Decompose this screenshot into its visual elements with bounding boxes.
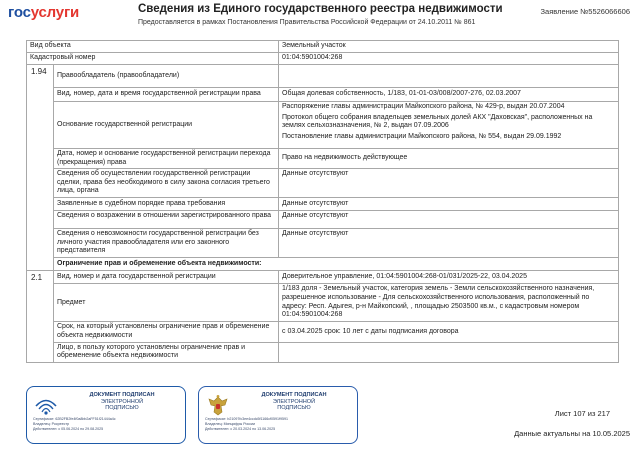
table-row: [27, 322, 619, 342]
term-label: Срок, на который установлены ограничение прав и обременение объекта недвижимости: [54, 322, 279, 342]
rosreestr-emblem-icon: [33, 393, 59, 417]
stamp-line: ЭЛЕКТРОННОЙ: [272, 398, 316, 405]
table-row: [27, 53, 619, 65]
table-row: [27, 102, 619, 149]
signature-stamp-mincifry: [198, 386, 358, 444]
subject-value: 1/183 доля - Земельный участок, категория земель - Земли сельскохозяйственного назначения, разрешенное использование - Для сельскохозяйственного использования, расположенный по адресу: Респ. Адыгея, р-н Майкопский, , площадью 2503500 кв.м., с кадастровым номером 01:04:5901004:268: [279, 284, 619, 322]
stamp-cert: Сертификат: b21097fc3ee4ccdc5f1166cf0591f9591: [205, 417, 289, 421]
reg-basis-label: Основание государственной регистрации: [54, 102, 279, 149]
reg-basis-item: Распоряжение главы администрации Майкопского района, № 429-р, выдан 20.07.2004: [282, 103, 565, 110]
term-value: с 03.04.2025 срок: 10 лет с даты подписания договора: [279, 322, 619, 342]
reg-right-value: Общая долевая собственность, 1/183, 01-01-03/008/2007-276, 02.03.2007: [279, 88, 619, 102]
stamp-line: ЭЛЕКТРОННОЙ: [100, 398, 144, 405]
statement-number: Заявление №5526066606: [540, 7, 630, 16]
stamp-line: ДОКУМЕНТ ПОДПИСАН: [89, 392, 155, 398]
stamp-owner: Владелец: Минцифры России: [205, 422, 256, 426]
table-row: [27, 197, 619, 210]
egrn-table: [26, 40, 619, 363]
document-subtitle: Предоставляется в рамках Постановления Правительства Российской Федерации от 24.10.2011 № 861: [138, 19, 476, 26]
stamp-line: ПОДПИСЬЮ: [105, 405, 139, 412]
owner-label: Правообладатель (правообладатели): [54, 65, 279, 88]
transition-label: Дата, номер и основание государственной регистрации перехода (прекращения) права: [54, 149, 279, 169]
stamp-valid: Действителен: с 05.06.2024 по 29.08.2025: [33, 427, 104, 431]
subject-label: Предмет: [54, 284, 279, 322]
stamp-owner: Владелец: Росреестр: [33, 422, 70, 426]
impossibility-value: Данные отсутствуют: [279, 228, 619, 257]
table-row: [27, 65, 619, 88]
impossibility-label: Сведения о невозможности государственной регистрации без личного участия правообладателя или его законного представителя: [54, 228, 279, 257]
table-row: [27, 88, 619, 102]
table-row: [27, 271, 619, 284]
stamp-title: [231, 392, 357, 412]
logo-part-gos: гос: [8, 4, 31, 21]
sheet-counter: Лист 107 из 217: [554, 409, 610, 418]
data-actual-date: Данные актуальны на 10.05.2025: [514, 429, 630, 438]
reg-right-label: Вид, номер, дата и время государственной регистрации права: [54, 88, 279, 102]
stamp-certificate-info: [33, 417, 183, 432]
objection-value: Данные отсутствуют: [279, 210, 619, 228]
page-header: [0, 0, 640, 36]
stamp-line: ДОКУМЕНТ ПОДПИСАН: [261, 392, 327, 398]
table-row: [27, 149, 619, 169]
eagle-emblem-icon: [205, 393, 231, 417]
cadastral-value: 01:04:5901004:268: [279, 53, 619, 65]
object-type-value: Земельный участок: [279, 41, 619, 53]
gosuslugi-logo: [8, 4, 79, 21]
reg-basis-item: Протокол общего собрания владельцев земельных долей АКХ "Даховская", расположенных на землях сельхозназначения, № 2, выдан 07.09.2006: [282, 113, 593, 130]
reg-basis-item: Постановление главы администрации Майкопского района, № 554, выдан 29.09.1992: [282, 132, 562, 140]
section-number: 1.94: [27, 65, 54, 271]
table-row: [27, 284, 619, 322]
table-row: [27, 41, 619, 53]
signature-stamp-rosreestr: [26, 386, 186, 444]
table-row: [27, 228, 619, 257]
court-label: Заявленные в судебном порядке права требования: [54, 197, 279, 210]
enc-reg-label: Вид, номер и дата государственной регистрации: [54, 271, 279, 284]
table-row: [27, 257, 619, 271]
transition-value: Право на недвижимость действующее: [279, 149, 619, 169]
enc-reg-value: Доверительное управление, 01:04:5901004:268-01/031/2025-22, 03.04.2025: [279, 271, 619, 284]
section-number: 2.1: [27, 271, 54, 362]
object-type-label: Вид объекта: [27, 41, 279, 53]
document-title: Сведения из Единого государственного реестра недвижимости: [138, 3, 503, 15]
encumbrance-header: Ограничение прав и обременение объекта недвижимости:: [54, 257, 619, 271]
person-value: [279, 342, 619, 362]
table-row: [27, 210, 619, 228]
table-row: [27, 342, 619, 362]
reg-basis-value: [279, 102, 619, 149]
person-label: Лицо, в пользу которого установлены ограничение прав и обременение объекта недвижимости: [54, 342, 279, 362]
stamp-cert: Сертификат: 62B2FB2fe4f0a8bb2aFF51f21444a4c: [33, 417, 116, 421]
owner-value: [279, 65, 619, 88]
logo-part-uslugi: услуги: [30, 4, 80, 21]
stamp-certificate-info: [205, 417, 355, 432]
court-value: Данные отсутствуют: [279, 197, 619, 210]
stamp-valid: Действителен: с 20.03.2024 по 13.06.2025: [205, 427, 276, 431]
stamp-title: [59, 392, 185, 412]
transaction-value: Данные отсутствуют: [279, 169, 619, 198]
transaction-label: Сведения об осуществлении государственной регистрации сделки, права без необходимого в силу закона согласия третьего лица, органа: [54, 169, 279, 198]
objection-label: Сведения о возражении в отношении зарегистрированного права: [54, 210, 279, 228]
stamp-line: ПОДПИСЬЮ: [277, 405, 311, 412]
cadastral-label: Кадастровый номер: [27, 53, 279, 65]
table-row: [27, 169, 619, 198]
